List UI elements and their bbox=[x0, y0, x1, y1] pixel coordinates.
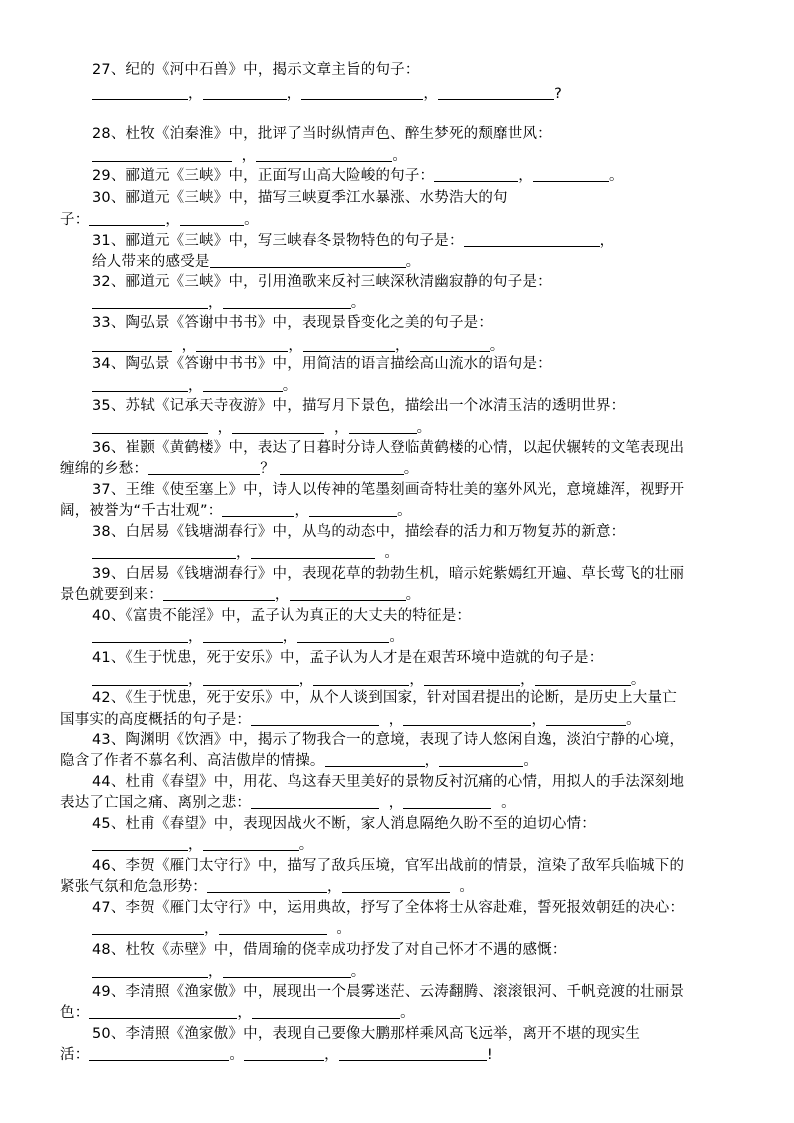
question-39: 39、白居易《钱塘湖春行》中，表现花草的勃勃生机，暗示姹紫嫣红开遍、草长莺飞的壮丽 bbox=[92, 566, 685, 582]
answer-line-40: ， ， 。 bbox=[92, 627, 404, 647]
answer-line-41: ， ， ， ， 。 bbox=[92, 670, 646, 690]
question-31: 31、郦道元《三峡》中，写三峡春冬景物特色的句子是： ， bbox=[92, 233, 615, 249]
question-27: 27、纪的《河中石兽》中，揭示文章主旨的句子： bbox=[92, 62, 420, 78]
question-40: 40、《富贵不能淫》中，孟子认为真正的大丈夫的特征是： bbox=[92, 608, 472, 624]
question-34: 34、陶弘景《答谢中书书》中，用简洁的语言描绘高山流水的语句是： bbox=[92, 356, 552, 372]
answer-line-48: ， 。 bbox=[92, 962, 365, 982]
question-37: 37、王维《使至塞上》中，诗人以传神的笔墨刻画奇特壮美的塞外风光，意境雄浑，视野开 bbox=[92, 482, 685, 498]
question-30: 30、郦道元《三峡》中，描写三峡夏季江水暴涨、水势浩大的句 bbox=[92, 190, 508, 206]
question-30-cont: 子： ， 。 bbox=[60, 212, 259, 228]
question-43: 43、陶渊明《饮酒》中，揭示了物我合一的意境，表现了诗人悠闲自逸，淡泊宁静的心境， bbox=[92, 732, 685, 748]
question-37-cont: 阔，被誉为“千古壮观”： ， 。 bbox=[60, 503, 412, 519]
question-39-cont: 景色就要到来： ， 。 bbox=[60, 587, 421, 603]
question-29: 29、郦道元《三峡》中，正面写山高大险峻的句子： ， 。 bbox=[92, 168, 624, 184]
question-44-cont: 表达了亡国之痛、离别之悲： ， 。 bbox=[60, 795, 516, 811]
question-46-cont: 紧张气氛和危急形势： ， 。 bbox=[60, 879, 475, 895]
question-50-cont: 活： 。 ， ! bbox=[60, 1047, 493, 1063]
answer-line-27: ， ， ， ? bbox=[92, 84, 562, 104]
question-47: 47、李贺《雁门太守行》中，运用典故，抒写了全体将士从容赴难，誓死报效朝廷的决心： bbox=[92, 900, 685, 916]
question-48: 48、杜牧《赤壁》中，借周瑜的侥幸成功抒发了对自己怀才不遇的感慨： bbox=[92, 942, 567, 958]
question-50: 50、李清照《渔家傲》中，表现自己要像大鹏那样乘风高飞远举，离开不堪的现实生 bbox=[92, 1026, 641, 1042]
answer-line-32: ， 。 bbox=[92, 293, 365, 313]
answer-line-33: ， ， ， 。 bbox=[92, 336, 504, 356]
question-45: 45、杜甫《春望》中，表现因战火不断，家人消息隔绝久盼不至的迫切心情： bbox=[92, 816, 596, 832]
question-28: 28、杜牧《泊秦淮》中，批评了当时纵情声色、醉生梦死的颓靡世风： bbox=[92, 126, 552, 142]
question-49: 49、李清照《渔家傲》中，展现出一个晨雾迷茫、云涛翻腾、滚滚银河、千帆竞渡的壮丽景 bbox=[92, 984, 685, 1000]
question-49-cont: 色： ， 。 bbox=[60, 1005, 415, 1021]
question-36-cont: 缠绵的乡愁： ？ 。 bbox=[60, 461, 419, 477]
question-42: 42、《生于忧患，死于安乐》中，从个人谈到国家，针对国君提出的论断，是历史上大量亡 bbox=[92, 690, 677, 706]
question-32: 32、郦道元《三峡》中，引用渔歌来反衬三峡深秋清幽寂静的句子是： bbox=[92, 274, 552, 290]
question-35: 35、苏轼《记承天寺夜游》中，描写月下景色，描绘出一个冰清玉洁的透明世界： bbox=[92, 398, 626, 414]
answer-line-28: ， 。 bbox=[92, 146, 407, 166]
answer-line-35: ， ， 。 bbox=[92, 418, 431, 438]
answer-line-47: ， 。 bbox=[92, 919, 351, 939]
question-43-cont: 隐含了作者不慕名利、高洁傲岸的情操。 ， 。 bbox=[60, 753, 539, 769]
answer-line-38: ， 。 bbox=[92, 543, 399, 563]
question-46: 46、李贺《雁门太守行》中，描写了敌兵压境，官军出战前的情景，渲染了敌军兵临城下的 bbox=[92, 858, 685, 874]
question-41: 41、《生于忧患，死于安乐》中，孟子认为人才是在艰苦环境中造就的句子是： bbox=[92, 650, 604, 666]
question-42-cont: 国事实的高度概括的句子是： ， ， 。 bbox=[60, 712, 641, 728]
answer-line-45: ， 。 bbox=[92, 835, 313, 855]
answer-line-34: ， 。 bbox=[92, 376, 297, 396]
question-38: 38、白居易《钱塘湖春行》中，从鸟的动态中，描绘春的活力和万物复苏的新意： bbox=[92, 524, 626, 540]
question-44: 44、杜甫《春望》中，用花、鸟这春天里美好的景物反衬沉痛的心情，用拟人的手法深刻地 bbox=[92, 774, 685, 790]
question-33: 33、陶弘景《答谢中书书》中，表现景昏变化之美的句子是： bbox=[92, 315, 494, 331]
question-36: 36、崔颢《黄鹤楼》中，表达了日暮时分诗人登临黄鹤楼的心情，以起伏辗转的文笔表现出 bbox=[92, 440, 685, 456]
question-31-cont: 给人带来的感受是 。 bbox=[92, 254, 421, 270]
